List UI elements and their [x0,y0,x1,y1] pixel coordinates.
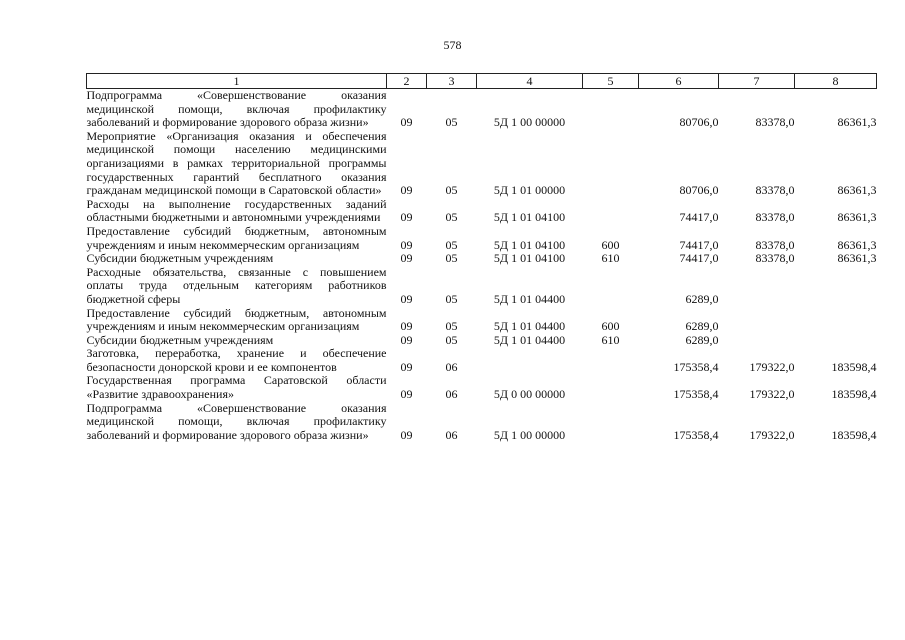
row-amount-3: 183598,4 [831,427,877,442]
row-subsection: 06 [445,427,458,442]
row-subsection: 06 [445,387,458,402]
row-amount-2: 179322,0 [749,387,795,402]
table-row [87,252,877,266]
row-expense-type [583,198,639,225]
row-expense-type [583,89,639,130]
row-amount-3: 86361,3 [837,210,877,225]
row-target-article: 5Д 1 00 00000 [493,427,566,442]
header-cell-6: 6 [639,74,719,89]
row-subsection: 05 [445,332,458,347]
header-cell-7: 7 [719,74,795,89]
row-expense-type: 600 [601,319,620,334]
row-expense-type [583,374,639,401]
row-amount-1: 175358,4 [673,387,719,402]
row-amount-1: 74417,0 [679,251,719,266]
row-subsection: 05 [445,319,458,334]
row-amount-1: 74417,0 [679,210,719,225]
row-expense-type [583,130,639,198]
row-amount-3: 183598,4 [831,387,877,402]
row-name: Предоставление субсидий бюджетным, автономным учреждениям и иным некоммерческим организациям [86,223,387,252]
row-amount-2: 179322,0 [749,427,795,442]
row-name: Государственная программа Саратовской области «Развитие здравоохранения» [86,373,387,402]
row-target-article: 5Д 0 00 00000 [493,387,566,402]
row-section: 09 [400,183,413,198]
row-amount-3 [795,266,877,307]
row-amount-2: 83378,0 [755,237,795,252]
row-name: Предоставление субсидий бюджетным, автономным учреждениям и иным некоммерческим организациям [86,305,387,334]
row-section: 09 [400,210,413,225]
row-expense-type: 610 [601,251,620,266]
row-amount-2: 83378,0 [755,115,795,130]
row-section: 09 [400,332,413,347]
row-section: 09 [400,237,413,252]
row-section: 09 [400,359,413,374]
row-target-article: 5Д 1 01 04100 [493,251,566,266]
row-amount-1: 6289,0 [685,332,719,347]
row-section: 09 [400,291,413,306]
row-expense-type [583,266,639,307]
table-row [87,402,877,443]
row-name: Подпрограмма «Совершенствование оказания медицинской помощи, включая профилактику заболеваний и формирование здорового образа жизни» [86,88,387,130]
header-cell-3: 3 [427,74,477,89]
row-amount-3: 86361,3 [837,251,877,266]
page-number: 578 [443,38,462,52]
table-row [87,89,877,130]
row-expense-type: 610 [601,332,620,347]
row-subsection: 05 [445,251,458,266]
row-target-article: 5Д 1 01 04100 [493,237,566,252]
row-amount-2 [719,266,795,307]
budget-table [86,73,877,442]
row-section: 09 [400,319,413,334]
row-name: Заготовка, переработка, хранение и обеспечение безопасности донорской крови и ее компонентов [86,346,387,374]
row-amount-3: 86361,3 [837,183,877,198]
header-cell-1: 1 [87,74,387,89]
row-amount-2: 83378,0 [755,183,795,198]
row-target-article: 5Д 1 01 04400 [493,332,566,347]
row-amount-3: 183598,4 [831,359,877,374]
row-subsection: 05 [445,210,458,225]
row-section: 09 [400,251,413,266]
row-section: 09 [400,427,413,442]
row-amount-2: 179322,0 [749,359,795,374]
row-name: Мероприятие «Организация оказания и обеспечения медицинской помощи населению медицинскими организациями в рамках территориальной программы государственных гарантий бесплатного оказания гражданам медицинской помощи в Саратовской области» [86,128,387,198]
row-target-article: 5Д 1 01 00000 [493,183,566,198]
row-amount-2: 83378,0 [755,251,795,266]
table-row [87,334,877,348]
row-subsection: 05 [445,183,458,198]
table-row [87,198,877,225]
row-amount-1: 80706,0 [679,183,719,198]
row-subsection: 06 [445,359,458,374]
row-target-article: 5Д 1 00 00000 [493,115,566,130]
header-row [87,74,877,89]
row-target-article: 5Д 1 01 04100 [493,210,566,225]
table-row [87,374,877,401]
table-row [87,347,877,374]
row-amount-1: 80706,0 [679,115,719,130]
row-amount-2: 83378,0 [755,210,795,225]
row-section: 09 [400,387,413,402]
row-subsection: 05 [445,237,458,252]
row-target-article: 5Д 1 01 04400 [493,319,566,334]
row-amount-1: 175358,4 [673,427,719,442]
row-expense-type [583,402,639,443]
row-name: Расходные обязательства, связанные с повышением оплаты труда отдельным категориям работников бюджетной сферы [86,264,387,306]
row-amount-1: 6289,0 [685,291,719,306]
header-cell-4: 4 [477,74,583,89]
row-name: Субсидии бюджетным учреждениям [86,332,274,347]
row-section: 09 [400,115,413,130]
row-name: Подпрограмма «Совершенствование оказания медицинской помощи, включая профилактику заболеваний и формирование здорового образа жизни» [86,400,387,442]
row-amount-1: 6289,0 [685,319,719,334]
header-cell-8: 8 [795,74,877,89]
row-subsection: 05 [445,115,458,130]
row-name: Субсидии бюджетным учреждениям [86,251,274,266]
row-amount-1: 175358,4 [673,359,719,374]
row-name: Расходы на выполнение государственных заданий областными бюджетными и автономными учреждениями [86,196,387,225]
header-cell-5: 5 [583,74,639,89]
row-amount-2 [719,307,795,334]
row-target-article: 5Д 1 01 04400 [493,291,566,306]
header-cell-2: 2 [387,74,427,89]
row-target-article [477,347,583,374]
table-row [87,307,877,334]
table-row [87,225,877,252]
row-amount-3 [795,307,877,334]
row-amount-3: 86361,3 [837,237,877,252]
table-row [87,266,877,307]
row-amount-2 [719,334,795,348]
row-expense-type: 600 [601,237,620,252]
row-amount-3: 86361,3 [837,115,877,130]
row-amount-1: 74417,0 [679,237,719,252]
row-subsection: 05 [445,291,458,306]
row-amount-3 [795,334,877,348]
table-row [87,130,877,198]
row-expense-type [583,347,639,374]
